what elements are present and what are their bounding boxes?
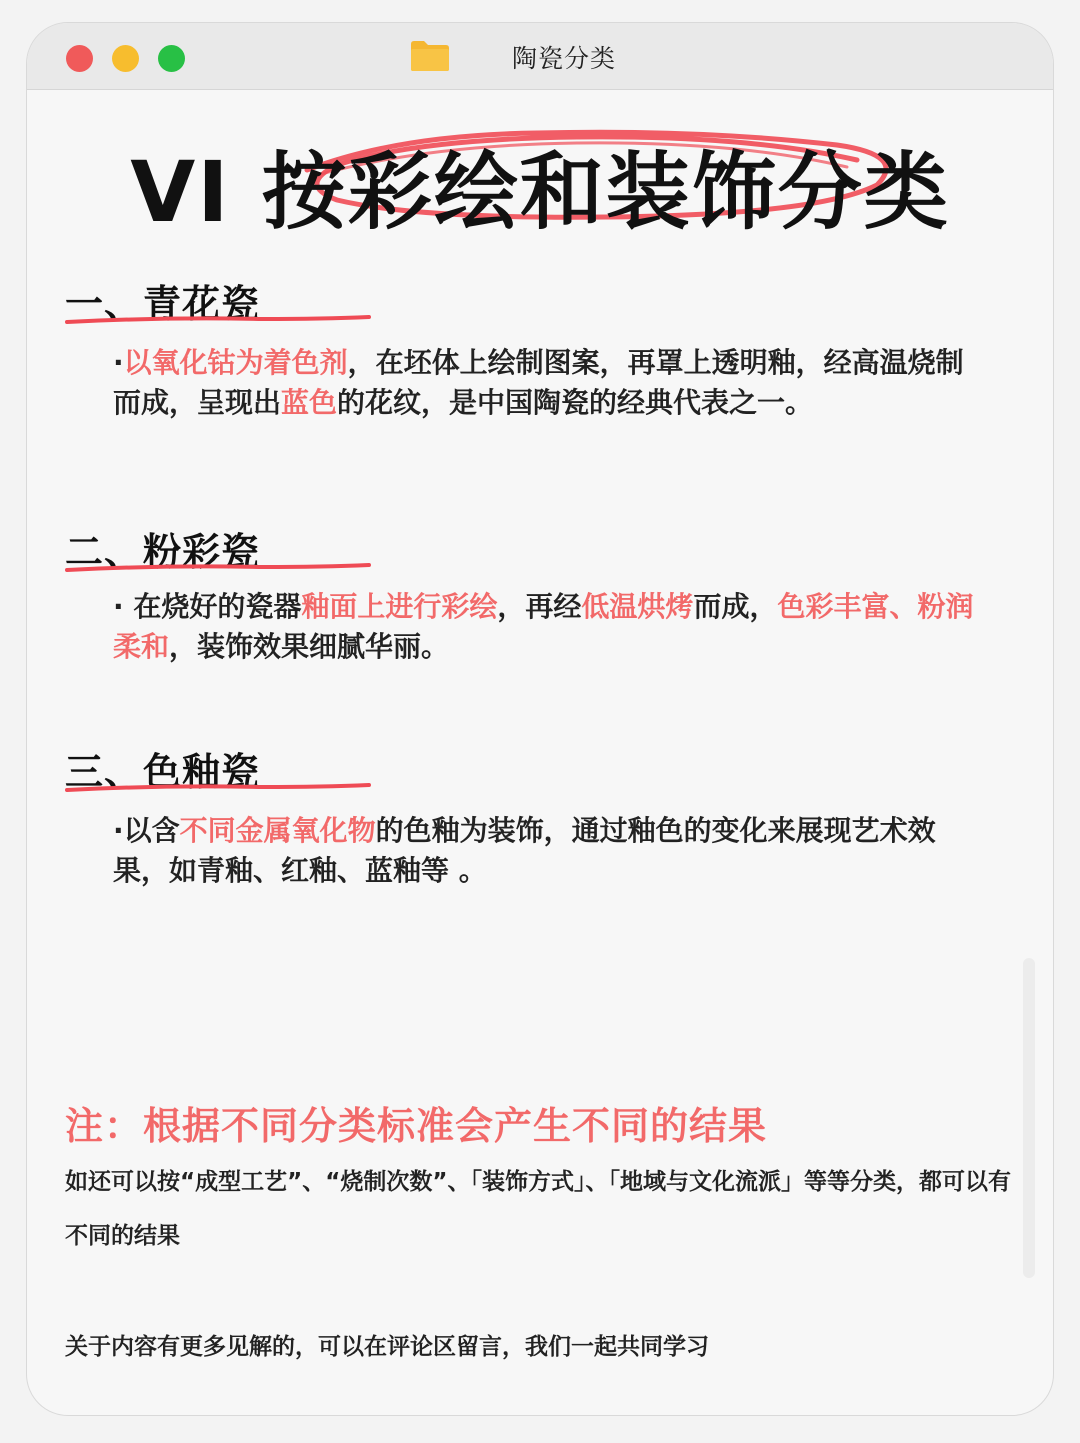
red-underline (63, 314, 373, 328)
app-window (26, 22, 1054, 1416)
main-title-block (27, 113, 1053, 241)
section-heading: 二、粉彩瓷 (65, 530, 261, 574)
minimize-button[interactable] (112, 45, 139, 72)
section-body (113, 343, 983, 423)
body-text: ，装饰效果细腻华丽。 (169, 630, 450, 663)
section-body (113, 811, 983, 891)
section-heading: 一、青花瓷 (65, 282, 261, 326)
body-text: 的花纹，是中国陶瓷的经典代表之一。 (337, 386, 814, 419)
highlighted-text: 蓝色 (281, 386, 338, 419)
body-text: · (113, 346, 124, 379)
zoom-button[interactable] (158, 45, 185, 72)
body-text: · 在烧好的瓷器 (113, 590, 302, 623)
scrollbar[interactable] (1023, 958, 1035, 1278)
body-text: ，在坯体上绘制图案，再罩上透明釉，经高温烧制而成，呈现出 (113, 346, 964, 419)
folder-icon (410, 40, 450, 72)
body-text: 的色釉为装饰，通过釉色的变化来展现艺术效果，如青釉、红釉、蓝釉等 。 (113, 814, 936, 887)
body-text: 而成， (693, 590, 778, 623)
red-underline (63, 782, 373, 796)
highlighted-text: 以氧化钴为着色剂 (123, 346, 348, 379)
highlighted-text: 釉面上进行彩绘 (301, 590, 498, 623)
footer-text: 关于内容有更多见解的，可以在评论区留言，我们一起共同学习 (65, 1334, 709, 1360)
red-underline (63, 562, 373, 576)
close-button[interactable] (66, 45, 93, 72)
note-title: 注：根据不同分类标准会产生不同的结果 (65, 1104, 768, 1148)
note-body: 如还可以按“成型工艺”、“烧制次数”、「装饰方式」、「地域与文化流派」等等分类，都可以有不同的结果 (65, 1169, 1011, 1249)
highlighted-text: 低温烘烤 (581, 590, 694, 623)
highlighted-text: 不同金属氧化物 (179, 814, 376, 847)
highlighted-text: 色彩丰富、粉润柔和 (113, 590, 974, 663)
body-text: ·以含 (113, 814, 180, 847)
body-text: ，再经 (497, 590, 582, 623)
page-title: VI 按彩绘和装饰分类 (130, 143, 950, 241)
section-body (113, 587, 983, 667)
title-bar (27, 23, 1053, 90)
window-title: 陶瓷分类 (512, 44, 617, 73)
section-heading: 三、色釉瓷 (65, 750, 261, 794)
